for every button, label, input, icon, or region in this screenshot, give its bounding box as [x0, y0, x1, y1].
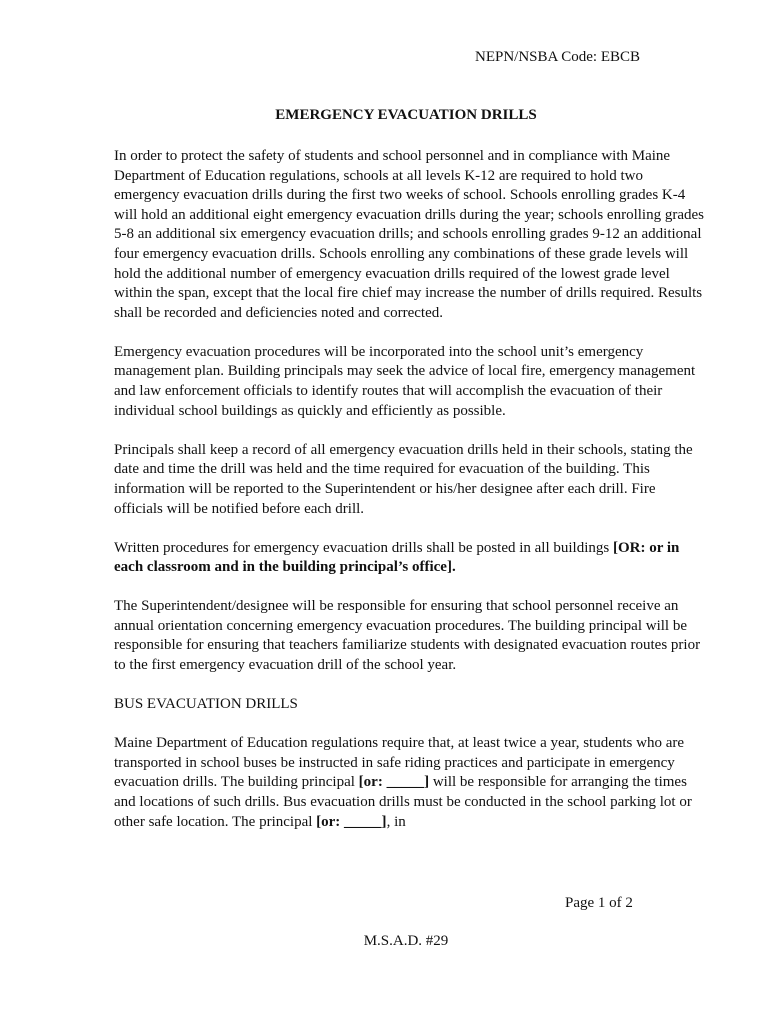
paragraph-records: Principals shall keep a record of all emergency evacuation drills held in their schools, stating the date and time the drill was held and the time required for evacuation of the building. This information will be reported to the Superintendent or his/her designee after each drill. Fire officials will be notified before each drill. — [114, 441, 693, 517]
bus-text-1: Maine Department of Education regulations require that, at least twice a year, students who are transported in school buses be instructed in safe riding practices and participate in emergency evacuation drills. The building principal — [114, 735, 685, 791]
paragraph-drill-requirements: In order to protect the safety of students and school personnel and in compliance with Maine Department of Education regulations, schools at all levels K-12 are required to hold two emergency evacuation drills during the first two weeks of school. Schools enrolling grades K-4 will hold an additional eight emergency evacuation drills during the year; schools enrolling grades 5-8 an additional six emergency evacuation drills; and schools enrolling grades 9-12 an additional four emergency evacuation drills. Schools enrolling any combinations of these grade levels will hold the additional number of emergency evacuation drills required of the lowest grade level within the span, except that the local fire chief may increase the number of drills required. Results shall be recorded and deficiencies noted and corrected. — [114, 148, 704, 321]
bus-text-3: , in — [386, 813, 406, 830]
written-procedures-text: Written procedures for emergency evacuation drills shall be posted in all buildings — [114, 539, 613, 556]
paragraph-written-procedures — [114, 539, 706, 578]
document-title: EMERGENCY EVACUATION DRILLS — [275, 107, 537, 123]
page-number: Page 1 of 2 — [565, 895, 633, 911]
bus-option-2: [or: _____] — [316, 813, 387, 830]
paragraph-procedures: Emergency evacuation procedures will be incorporated into the school unit’s emergency management plan. Building principals may seek the advice of local fire, emergency management and law enforcement officials to identify routes that will accomplish the evacuation of their individual school buildings as quickly and efficiently as possible. — [114, 343, 696, 419]
paragraph-bus-drills — [114, 734, 706, 832]
bus-text-2: will be responsible for arranging the times and locations of such drills. Bus evacuation drills must be conducted in the school parking lot or other safe location. The principal — [114, 774, 692, 830]
section-heading-bus: BUS EVACUATION DRILLS — [114, 696, 298, 713]
paragraph-orientation: The Superintendent/designee will be responsible for ensuring that school personnel receive an annual orientation concerning emergency evacuation procedures. The building principal will be responsible for ensuring that teachers familiarize students with designated evacuation routes prior to the first emergency evacuation drill of the school year. — [114, 598, 701, 674]
bus-option-1: [or: _____] — [358, 774, 430, 791]
organization-footer: M.S.A.D. #29 — [363, 933, 449, 949]
written-procedures-option: [OR: or in each classroom and in the building principal’s office]. — [114, 539, 680, 576]
document-body — [114, 147, 706, 852]
policy-code: NEPN/NSBA Code: EBCB — [475, 49, 641, 65]
